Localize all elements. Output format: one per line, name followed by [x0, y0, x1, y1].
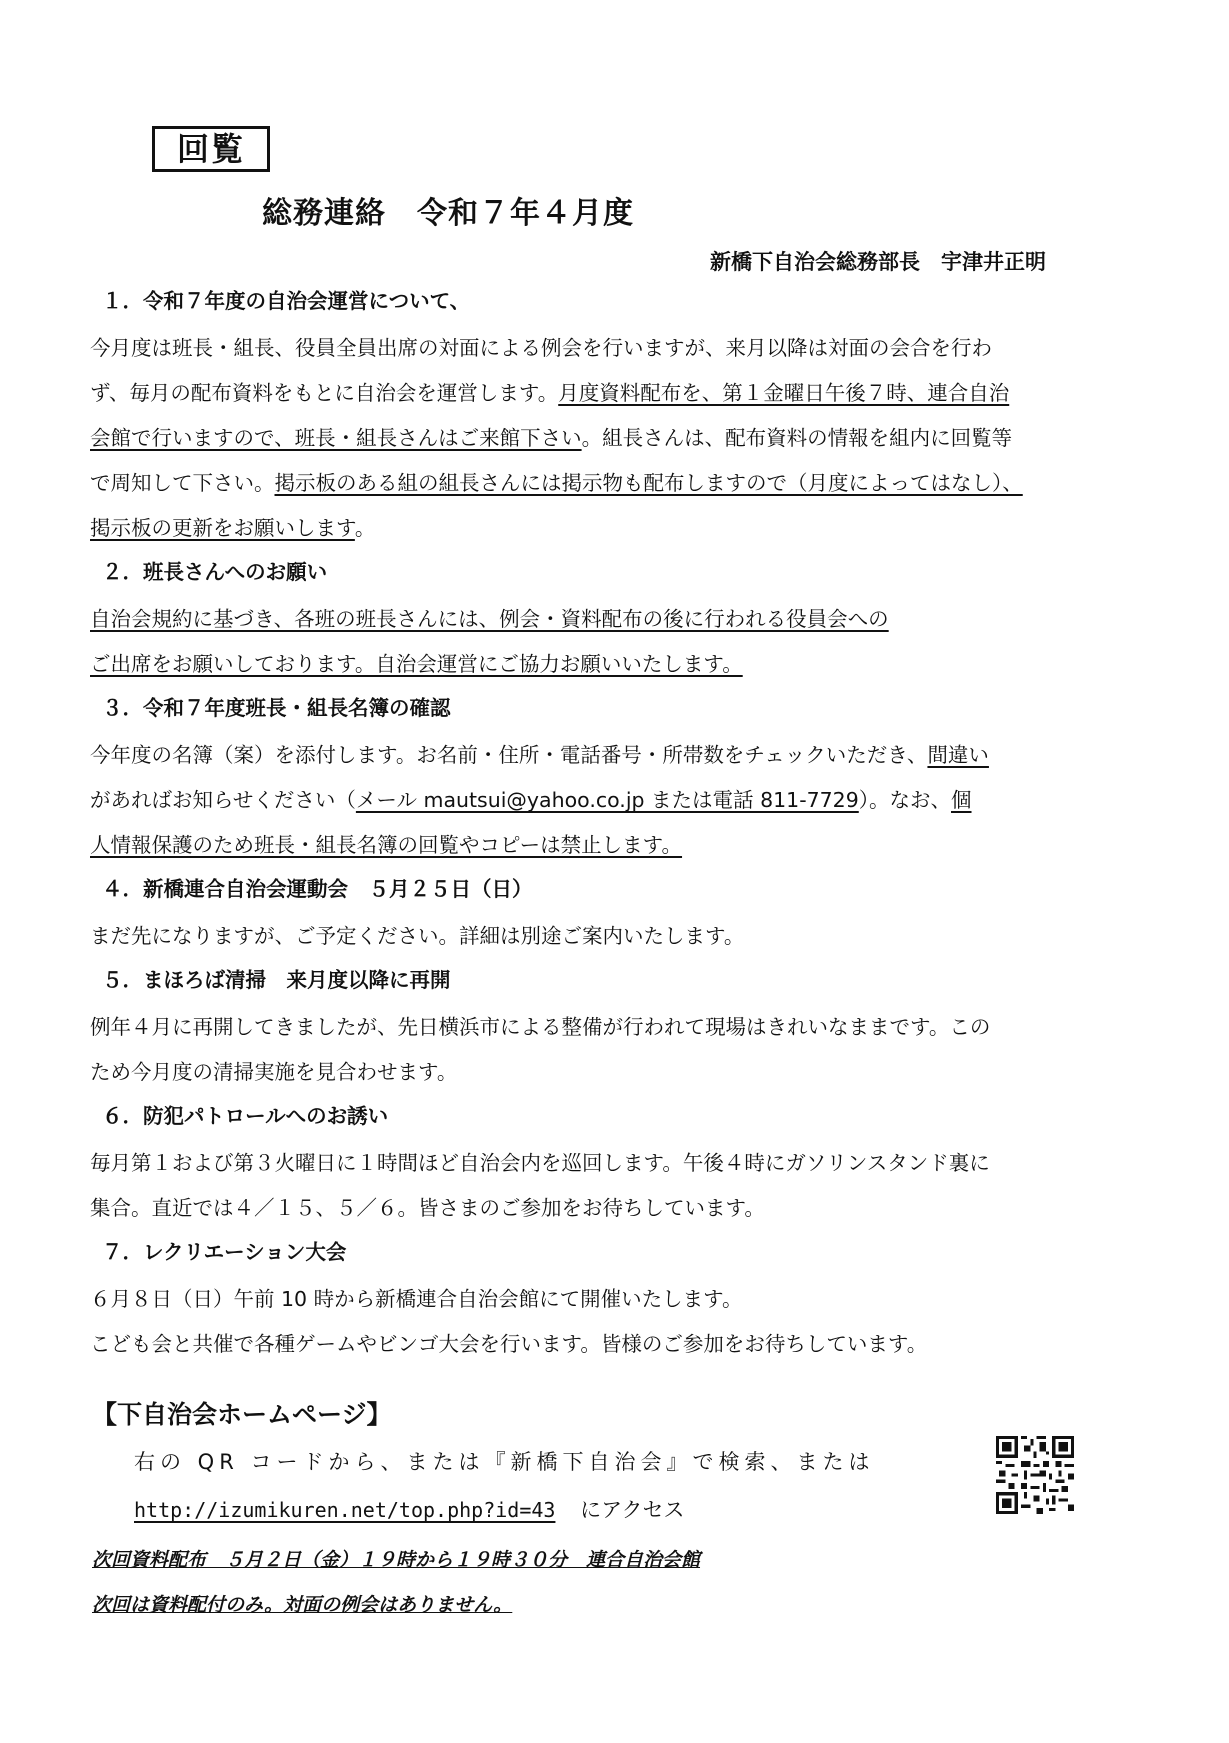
homepage-instructions: 右の QR コードから、または『新橋下自治会』で検索、または	[134, 1450, 875, 1474]
section-1-line-1: 今月度は班長・組長、役員全員出席の対面による例会を行いますが、来月以降は対面の会合を行わ	[90, 336, 992, 360]
section-5-heading: ５．まほろば清掃 来月度以降に再開	[102, 968, 451, 992]
contact-info: メール mautsui@yahoo.co.jp または電話 811-7729	[355, 788, 859, 812]
underlined-text: 間違い	[927, 743, 989, 767]
text-span: があればお知らせください（	[90, 788, 356, 812]
section-7-line-1: ６月８日（日）午前 10 時から新橋連合自治会館にて開催いたします。	[90, 1287, 743, 1311]
section-5-line-1: 例年４月に再開してきましたが、先日横浜市による整備が行われて現場はきれいなままです。この	[90, 1015, 991, 1039]
section-3-body	[90, 733, 1110, 868]
section-4-body	[90, 914, 1110, 959]
section-1-heading: １．令和７年度の自治会運営について、	[102, 289, 471, 313]
qr-code-icon	[996, 1436, 1074, 1514]
section-7-heading: ７．レクリエーション大会	[102, 1240, 347, 1264]
text-span: ず、毎月の配布資料をもとに自治会を運営します。	[90, 381, 559, 405]
underlined-text: 掲示板の更新をお願いします	[90, 516, 355, 540]
section-6-heading: ６．防犯パトロールへのお誘い	[102, 1104, 389, 1128]
section-6-line-2: 集合。直近では４／１５、５／６。皆さまのご参加をお待ちしています。	[90, 1196, 765, 1220]
underlined-text: ご出席をお願いしております。自治会運営にご協力お願いいたします。	[90, 652, 743, 676]
section-7-line-2: こども会と共催で各種ゲームやビンゴ大会を行います。皆様のご参加をお待ちしています。	[90, 1332, 928, 1356]
text-span: 今年度の名簿（案）を添付します。お名前・住所・電話番号・所帯数をチェックいただき、	[90, 743, 928, 767]
section-7-body	[90, 1277, 1110, 1367]
section-2-body	[90, 597, 1110, 687]
text-span: にアクセス	[580, 1498, 685, 1522]
section-1-body	[90, 326, 1110, 551]
section-2-line-1: 自治会規約に基づき、各班の班長さんには、例会・資料配布の後に行われる役員会への	[90, 607, 889, 631]
underlined-text: 個	[951, 788, 972, 812]
section-2-heading: ２．班長さんへのお願い	[102, 560, 328, 584]
underlined-text: 掲示板のある組の組長さんには掲示物も配布しますので（月度によってはなし）、	[274, 471, 1023, 495]
section-4-line-1: まだ先になりますが、ご予定ください。詳細は別途ご案内いたします。	[90, 924, 745, 948]
next-distribution-notice: 次回資料配布 ５月２日（金）１９時から１９時３０分 連合自治会館	[92, 1549, 701, 1571]
homepage-heading: 【下自治会ホームページ】	[92, 1400, 392, 1429]
section-1-line-4	[90, 461, 1110, 506]
author-line: 新橋下自治会総務部長 宇津井正明	[710, 250, 1046, 274]
underlined-text: 人情報保護のため班長・組長名簿の回覧やコピーは禁止します。	[90, 833, 683, 857]
homepage-url-link[interactable]: http://izumikuren.net/top.php?id=43	[134, 1498, 556, 1522]
section-3-line-2	[90, 778, 1110, 823]
section-5-line-2: ため今月度の清掃実施を見合わせます。	[90, 1060, 458, 1084]
next-meeting-note: 次回は資料配付のみ。対面の例会はありません。	[92, 1594, 513, 1616]
section-5-body	[90, 1005, 1110, 1095]
section-6-body	[90, 1141, 1110, 1231]
text-span: で周知して下さい。	[90, 471, 275, 495]
section-6-line-1: 毎月第１および第３火曜日に１時間ほど自治会内を巡回します。午後４時にガソリンスタンド裏に	[90, 1151, 990, 1175]
section-1-line-5	[90, 506, 1110, 551]
section-3-line-3	[90, 823, 1110, 868]
page-title: 総務連絡 令和７年４月度	[262, 196, 634, 231]
section-1-line-2	[90, 371, 1110, 416]
text-span: 。	[354, 516, 376, 540]
document-body	[90, 286, 1110, 1373]
section-4-heading: ４．新橋連合自治会運動会 ５月２５日（日）	[102, 877, 533, 901]
section-1-line-3	[90, 416, 1110, 461]
text-span: ）。なお、	[858, 788, 952, 812]
underlined-text: 月度資料配布を、第１金曜日午後７時、連合自治	[558, 381, 1010, 405]
text-span: 。組長さんは、配布資料の情報を組内に回覧等	[581, 426, 1013, 450]
homepage-access-line	[134, 1494, 685, 1524]
section-3-line-1	[90, 733, 1110, 778]
underlined-text: 会館で行いますので、班長・組長さんはご来館下さい	[90, 426, 582, 450]
section-3-heading: ３．令和７年度班長・組長名簿の確認	[102, 696, 451, 720]
circulation-stamp: 回覧	[152, 126, 270, 172]
section-2-line-2	[90, 642, 1110, 687]
